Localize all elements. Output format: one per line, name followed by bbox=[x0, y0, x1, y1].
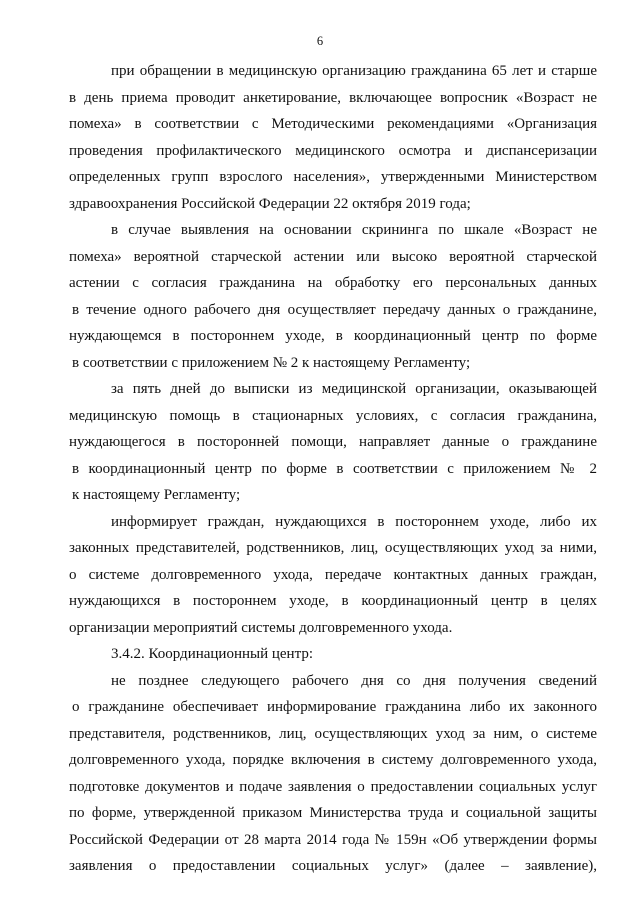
text-line: при обращении в медицинскую организацию гражданина 65 лет и старше bbox=[111, 63, 597, 79]
paragraph-discharge bbox=[69, 376, 597, 509]
text-line: помеха» вероятной старческой астении или высоко вероятной старческой bbox=[69, 248, 597, 265]
text-line: в координационный центр по форме в соответствии с приложением № 2 bbox=[72, 460, 597, 477]
text-line: в случае выявления на основании скрининга по шкале «Возраст не bbox=[111, 222, 597, 238]
text-line: о гражданине обеспечивает информирование гражданина либо их законного bbox=[72, 699, 597, 715]
text-line: астении с согласия гражданина на обработку его персональных данных bbox=[69, 275, 597, 291]
text-line: нуждающемся в постороннем уходе, в координационный центр по форме bbox=[69, 328, 597, 344]
text-line: о системе долговременного ухода, передаче контактных данных граждан, bbox=[69, 566, 597, 583]
text-line: заявления о предоставлении социальных услуг» (далее – заявление), bbox=[69, 858, 597, 874]
text-line: нуждающихся в постороннем уходе, в координационный центр в целях bbox=[69, 593, 597, 609]
text-line: медицинскую помощь в стационарных условиях, с согласия гражданина, bbox=[69, 407, 597, 424]
text-line: долговременного ухода, порядке включения в систему долговременного ухода, bbox=[69, 752, 597, 768]
text-line: не позднее следующего рабочего дня со дня получения сведений bbox=[111, 672, 597, 689]
text-line: за пять дней до выписки из медицинской организации, оказывающей bbox=[111, 381, 597, 397]
text-line: в день приема проводит анкетирование, включающее вопросник «Возраст не bbox=[69, 89, 597, 106]
section-heading-3-4-2 bbox=[69, 641, 597, 668]
body-text bbox=[69, 58, 597, 880]
text-line: проведения профилактического медицинского осмотра и диспансеризации bbox=[69, 142, 597, 159]
text-line: помеха» в соответствии с Методическими рекомендациями «Организация bbox=[69, 116, 597, 132]
paragraph-questionnaire bbox=[69, 58, 597, 217]
text-line: представителя, родственников, лиц, осуществляющих уход за ним, о системе bbox=[69, 725, 597, 742]
paragraph-informing bbox=[69, 509, 597, 642]
text-line: определенных групп взрослого населения», утвержденными Министерством bbox=[69, 169, 597, 185]
text-line: нуждающегося в посторонней помощи, направляет данные о гражданине bbox=[69, 434, 597, 450]
text-line: организации мероприятий системы долговременного ухода. bbox=[69, 619, 453, 636]
text-line: Российской Федерации от 28 марта 2014 года № 159н «Об утверждении формы bbox=[69, 831, 597, 848]
text-line: информирует граждан, нуждающихся в постороннем уходе, либо их bbox=[111, 513, 597, 530]
paragraph-coordination-center bbox=[69, 668, 597, 880]
paragraph-screening bbox=[69, 217, 597, 376]
text-line: здравоохранения Российской Федерации 22 октября 2019 года; bbox=[69, 195, 471, 212]
text-line: 3.4.2. Координационный центр: bbox=[111, 646, 313, 662]
text-line: к настоящему Регламенту; bbox=[72, 487, 241, 503]
text-line: в течение одного рабочего дня осуществляет передачу данных о гражданине, bbox=[72, 301, 597, 318]
text-line: подготовке документов и подаче заявления о предоставлении социальных услуг bbox=[69, 778, 597, 795]
text-line: по форме, утвержденной приказом Министерства труда и социальной защиты bbox=[69, 805, 597, 821]
text-line: в соответствии с приложением № 2 к настоящему Регламенту; bbox=[72, 354, 471, 371]
page-number: 6 bbox=[316, 34, 324, 48]
text-line: законных представителей, родственников, лиц, осуществляющих уход за ними, bbox=[69, 540, 597, 556]
